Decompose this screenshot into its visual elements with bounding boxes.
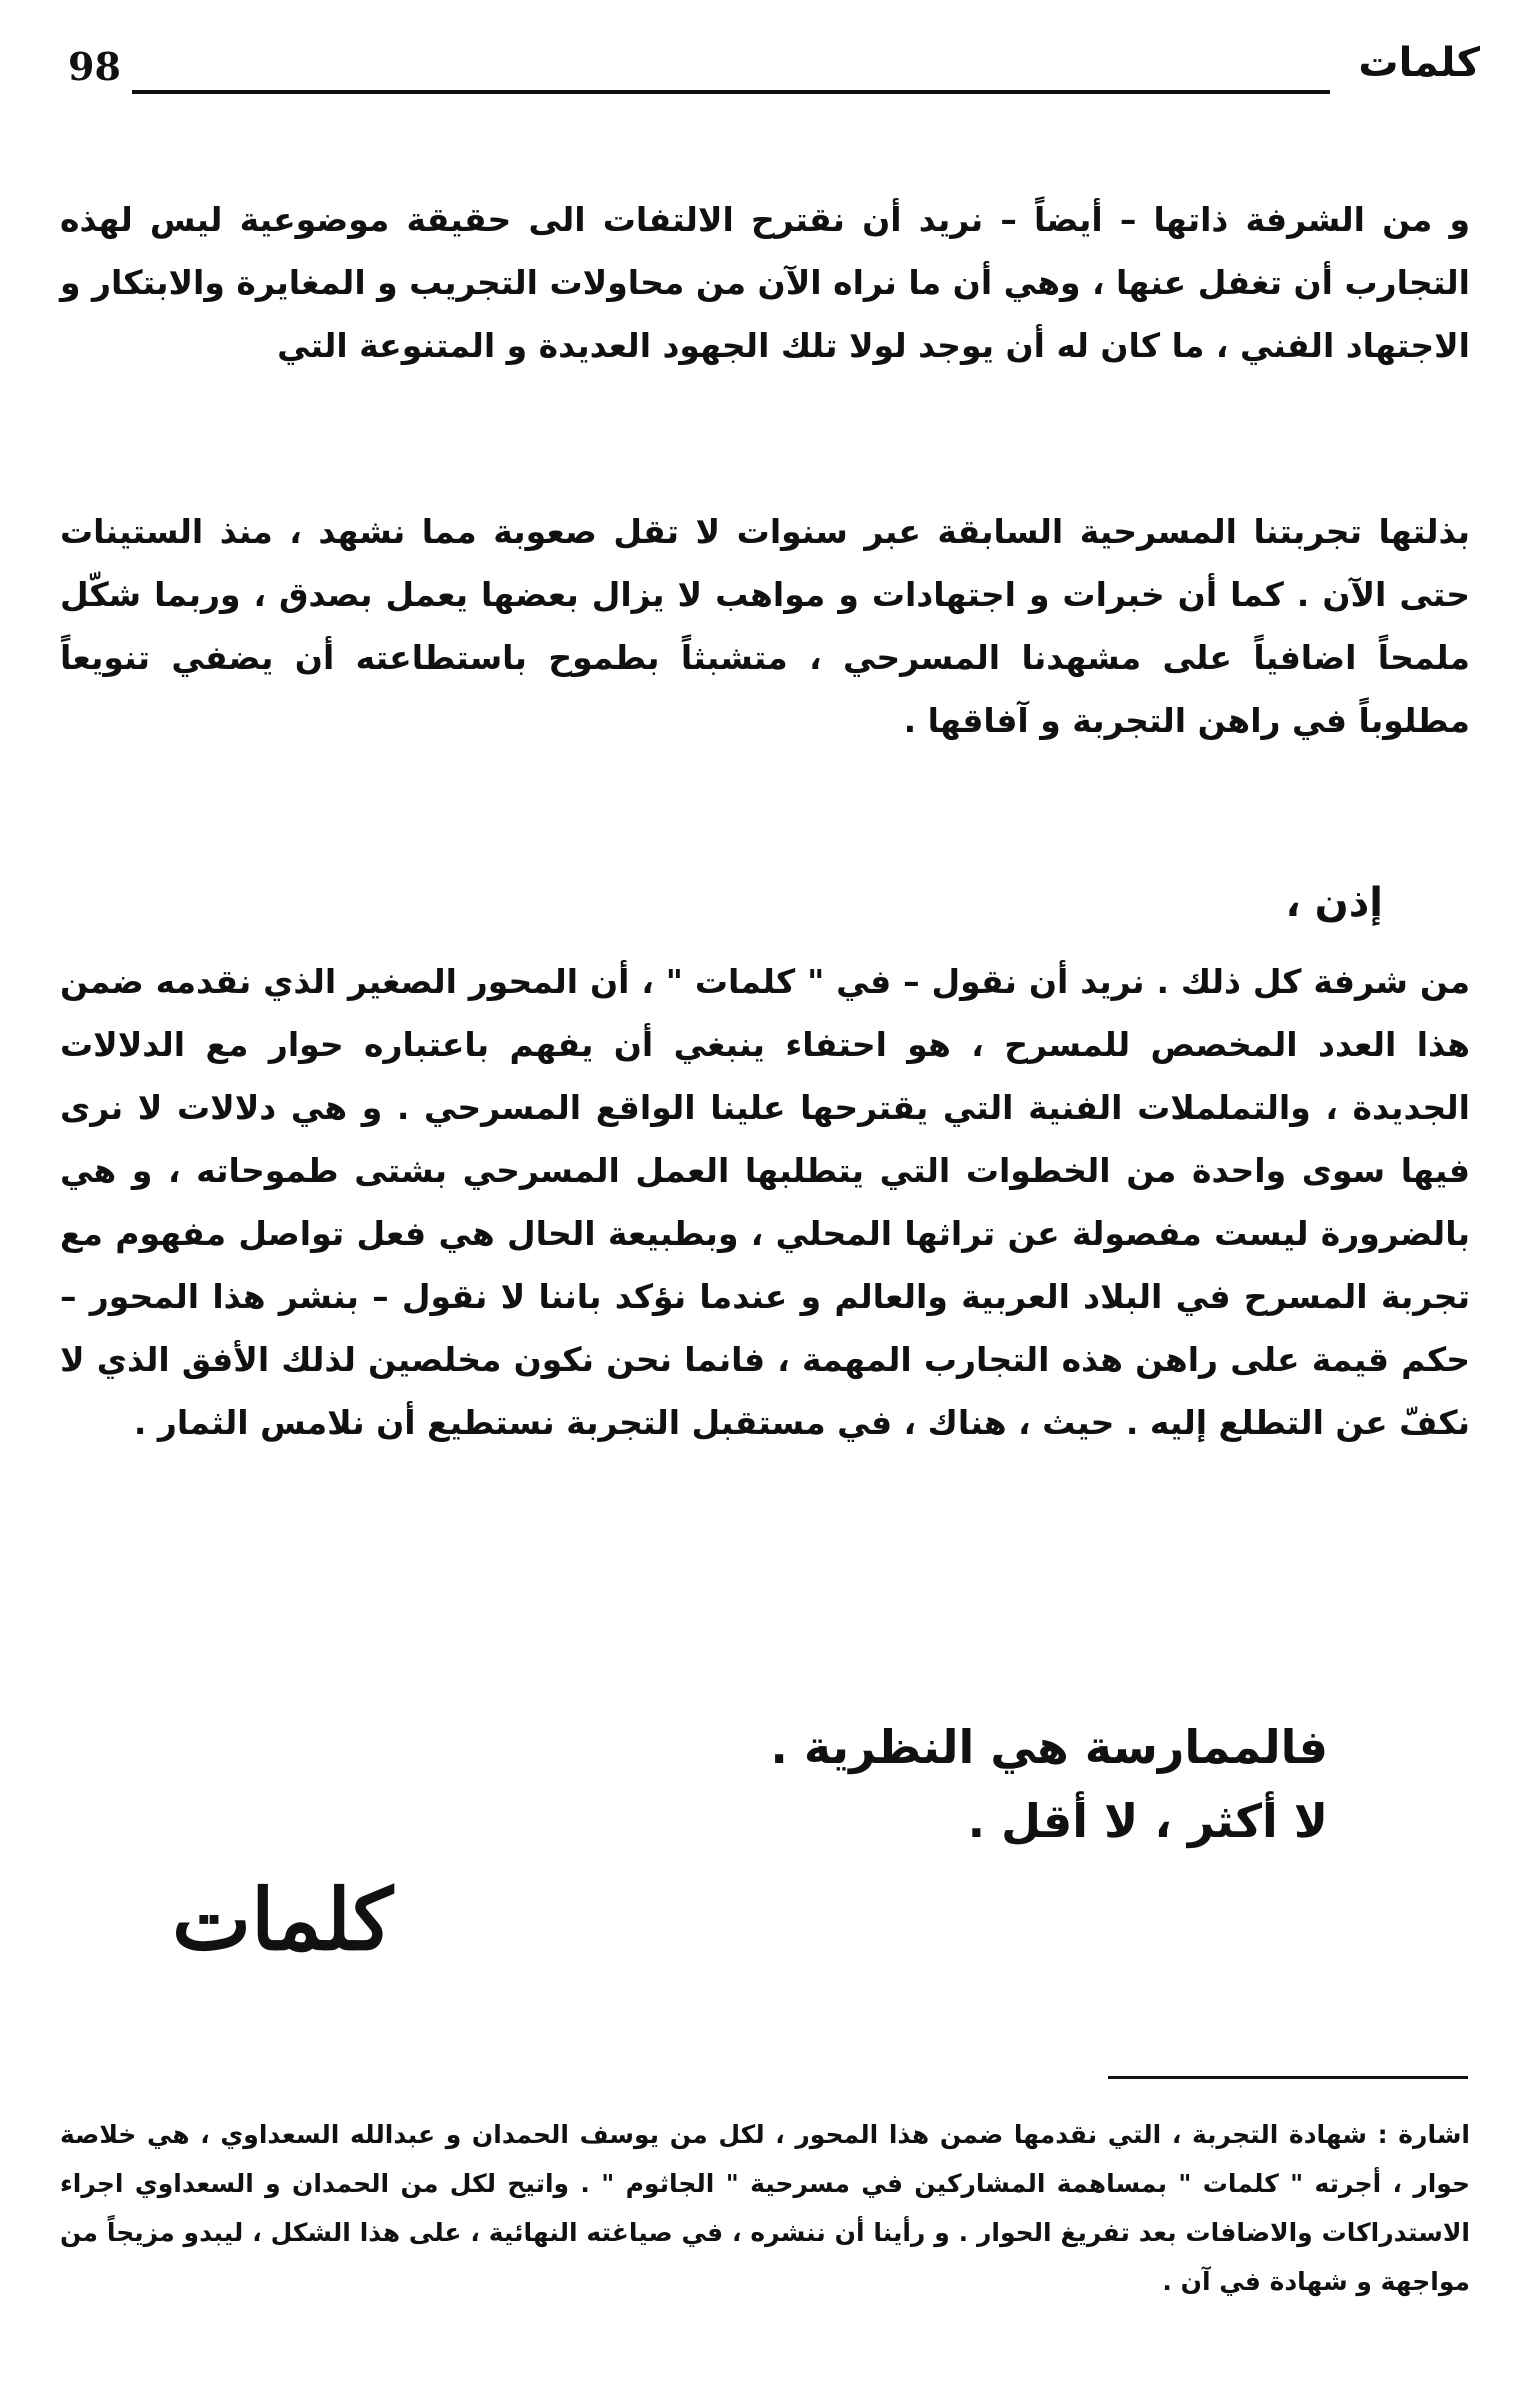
body-paragraph-1: و من الشرفة ذاتها – أيضاً – نريد أن نقترح الالتفات الى حقيقة موضوعية ليس لهذه التجارب أن تغفل عنها ، وهي أن ما نراه الآن من محاولات التجريب و المغايرة والابتكار و الاجتهاد الفني ، ما كان له أن يوجد لولا تلك الجهود العديدة و المتنوعة التي xyxy=(60,200,1470,365)
footnote-rule xyxy=(1108,2076,1468,2079)
header-rule xyxy=(132,90,1330,94)
editorial-signature: كلمات xyxy=(172,1870,394,1969)
body-paragraph-3: من شرفة كل ذلك . نريد أن نقول – في " كلمات " ، أن المحور الصغير الذي نقدمه ضمن هذا العدد المخصص للمسرح ، هو احتفاء ينبغي أن يفهم باعتباره حوار مع الدلالات الجديدة ، والتململات الفنية التي يقترحها علينا الواقع المسرحي . و هي دلالات لا نرى فيها سوى واحدة من الخطوات التي يتطلبها العمل المسرحي بشتى طموحاته ، و هي بالضرورة ليست مفصولة عن تراثها المحلي ، وبطبيعة الحال هي فعل تواصل مفهوم مع تجربة المسرح في البلاد العربية والعالم و عندما نؤكد باننا لا نقول – بنشر هذا المحور – حكم قيمة على راهن هذه التجارب المهمة ، فانما نحن نكون مخلصين لذلك الأفق الذي لا نكفّ عن التطلع إليه . حيث ، هناك ، في مستقبل التجربة نستطيع أن نلامس الثمار . xyxy=(60,962,1470,1442)
closing-line-2: لا أكثر ، لا أقل . xyxy=(967,1794,1328,1848)
section-opener: إذن ، xyxy=(1285,880,1383,926)
page-number: 98 xyxy=(68,44,121,89)
page-header xyxy=(60,38,1480,108)
body-paragraph-2: بذلتها تجربتنا المسرحية السابقة عبر سنوات لا تقل صعوبة مما نشهد ، منذ الستينات حتى الآن . كما أن خبرات و اجتهادات و مواهب لا يزال بعضها يعمل بصدق ، وربما شكّل ملمحاً اضافياً على مشهدنا المسرحي ، متشبثاً بطموح باستطاعته أن يضفي تنويعاً مطلوباً في راهن التجربة و آفاقها . xyxy=(60,512,1470,740)
closing-line-1: فالممارسة هي النظرية . xyxy=(770,1720,1328,1774)
running-head-title: كلمات xyxy=(1358,40,1480,86)
closing-statement xyxy=(770,1710,1328,1858)
footnote: اشارة : شهادة التجربة ، التي نقدمها ضمن هذا المحور ، لكل من يوسف الحمدان و عبدالله السعداوي ، هي خلاصة حوار ، أجرته " كلمات " بمساهمة المشاركين في مسرحية " الجاثوم " . واتيح لكل من الحمدان و السعداوي اجراء الاستدراكات والاضافات بعد تفريغ الحوار . و رأينا أن ننشره ، في صياغته النهائية ، على هذا الشكل ، ليبدو مزيجاً من مواجهة و شهادة في آن . xyxy=(60,2120,1470,2296)
